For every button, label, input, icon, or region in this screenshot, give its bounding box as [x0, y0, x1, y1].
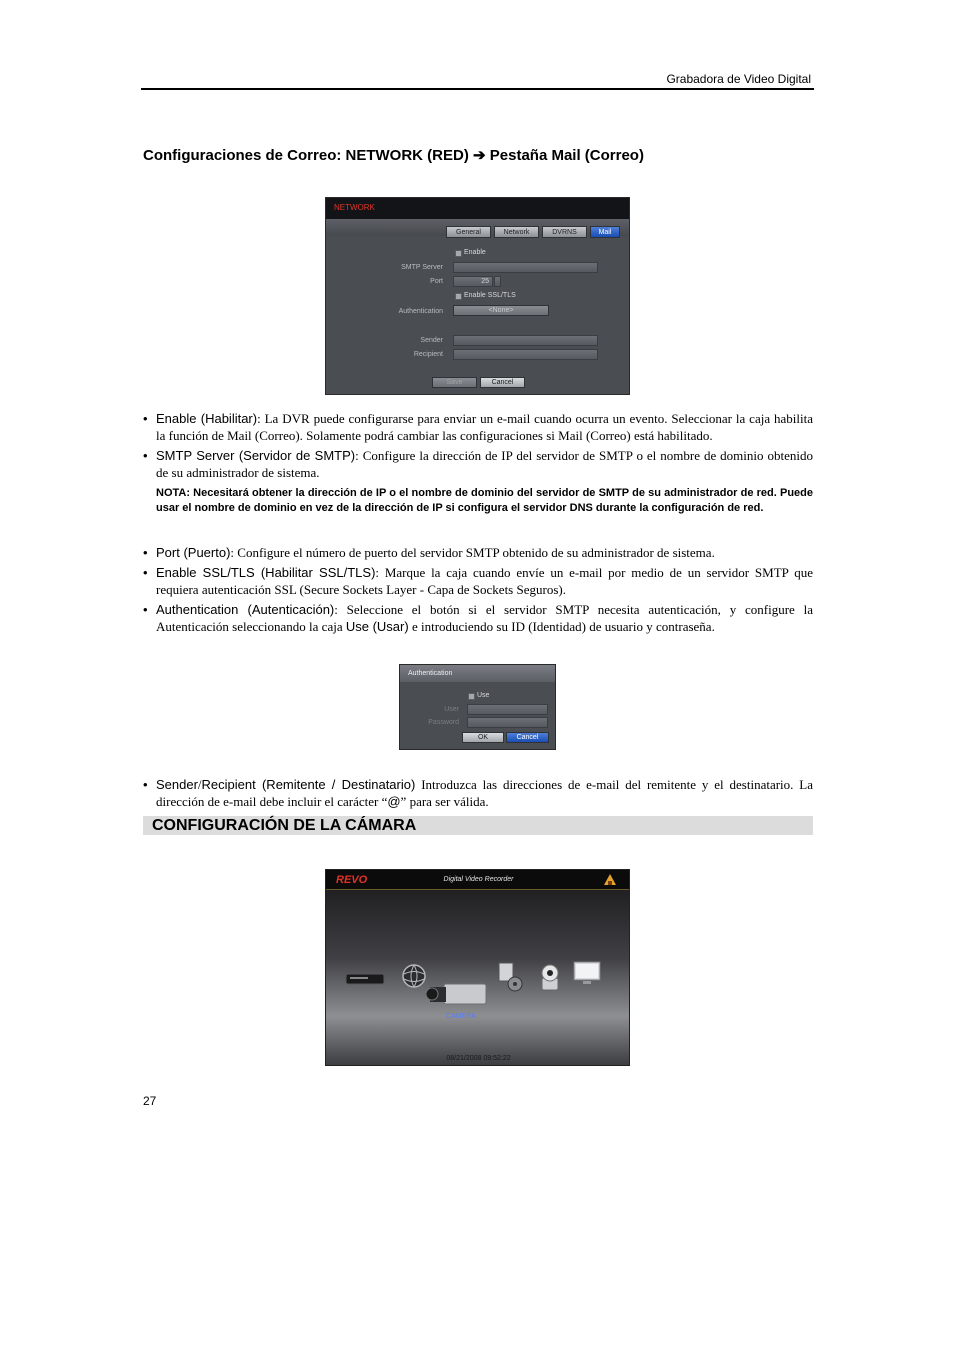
- user-label: User: [444, 706, 459, 713]
- password-field[interactable]: [467, 717, 548, 728]
- network-mail-screenshot: [325, 197, 630, 395]
- auth-text-2: e introduciendo su ID (Identidad) de usuario y contraseña.: [408, 619, 715, 634]
- sender-text-1: Introduzca las direcciones de e-mail del remitente y el destinatario. La dirección de e-mail debe incluir el carácter “: [156, 777, 813, 809]
- bullet-icon: •: [143, 411, 148, 426]
- dialog-cancel-button[interactable]: Cancel: [506, 732, 549, 743]
- dvr-unit-icon[interactable]: [344, 968, 386, 990]
- use-label: Use: [477, 692, 490, 699]
- port-label: Port: [430, 278, 443, 285]
- sender-field[interactable]: [453, 335, 598, 346]
- date-time-readout: 08/21/2008 09:52:22: [446, 1055, 511, 1062]
- port-spinner[interactable]: [494, 276, 501, 287]
- auth-term: Authentication (Autenticación): [156, 602, 335, 617]
- tab-general[interactable]: General: [446, 226, 491, 238]
- section-title-tail: Pestaña Mail (Correo): [489, 147, 644, 164]
- authentication-label: Authentication: [398, 308, 443, 315]
- use-checkbox[interactable]: [468, 693, 475, 700]
- page-number: 27: [143, 1094, 157, 1108]
- section-title-text: Configuraciones de Correo: NETWORK (RED): [143, 147, 469, 164]
- authentication-dialog-screenshot: [399, 664, 556, 750]
- bullet-icon: •: [143, 565, 148, 580]
- sender-label: Sender: [420, 337, 443, 344]
- port-text: : Configure el número de puerto del servidor SMTP obtenido de su administrador de sistema.: [230, 545, 715, 560]
- sender-slash: /: [197, 777, 202, 792]
- recipient-term: Recipient (Remitente / Destinatario): [201, 777, 416, 792]
- monitor-icon[interactable]: [572, 960, 602, 992]
- bullet-icon: •: [143, 602, 148, 617]
- authentication-button[interactable]: <None>: [453, 305, 549, 316]
- smtp-server-label: SMTP Server: [401, 264, 443, 271]
- auth-use-term: Use (Usar): [345, 619, 409, 634]
- window-title: NETWORK: [334, 203, 375, 212]
- bullet-icon: •: [143, 448, 148, 463]
- ssl-checkbox[interactable]: [455, 293, 462, 300]
- revo-logo: REVO: [336, 874, 368, 886]
- right-arrow-icon: ➔: [473, 147, 486, 164]
- running-header: Grabadora de Video Digital: [666, 72, 811, 86]
- list-item-enable: [143, 410, 813, 444]
- save-button[interactable]: Save: [432, 377, 477, 388]
- window-titlebar: [326, 198, 629, 219]
- tab-dvrns[interactable]: DVRNS: [542, 226, 587, 238]
- list-item-smtp: [143, 447, 813, 481]
- list-item-port: [143, 544, 813, 561]
- camera-menu-screenshot: [325, 869, 630, 1066]
- ok-button[interactable]: OK: [462, 732, 504, 743]
- smtp-server-field[interactable]: [453, 262, 598, 273]
- at-symbol: @: [387, 794, 401, 809]
- port-term: Port (Puerto): [156, 545, 231, 560]
- camera-caption: CAMERA: [446, 1013, 476, 1020]
- auth-text-1: : Seleccione el botón si el servidor SMTP necesita autenticación, y configure la Autenticación seleccionando la caja: [156, 602, 813, 634]
- user-field[interactable]: [467, 704, 548, 715]
- brand-emblem-icon: [603, 873, 617, 887]
- recipient-field[interactable]: [453, 349, 598, 360]
- ssl-term: Enable SSL/TLS (Habilitar SSL/TLS): [156, 565, 376, 580]
- dialog-titlebar: [400, 665, 555, 682]
- header-rule: [141, 88, 814, 90]
- enable-label: Enable: [464, 249, 486, 256]
- section-title: [143, 146, 644, 164]
- recipient-label: Recipient: [413, 351, 443, 358]
- camera-icon[interactable]: [424, 978, 490, 1012]
- ssl-text: : Marque la caja cuando envíe un e-mail por medio de un servidor SMTP que requiera autenticación SSL (Secure Sockets Layer - Capa de Sockets Seguros).: [156, 565, 813, 597]
- tab-mail[interactable]: Mail: [590, 226, 620, 238]
- ssl-label: Enable SSL/TLS: [464, 292, 516, 299]
- tab-bar: [446, 226, 620, 238]
- bullet-icon: •: [143, 545, 148, 560]
- list-item-ssl: [143, 564, 813, 598]
- sender-text-2: ” para ser válida.: [400, 794, 489, 809]
- dialog-title: Authentication: [408, 670, 453, 677]
- list-item-sender-recipient: [143, 776, 813, 810]
- smtp-term: SMTP Server (Servidor de SMTP): [156, 448, 356, 463]
- cancel-button[interactable]: Cancel: [480, 377, 525, 388]
- camera-section-heading: CONFIGURACIÓN DE LA CÁMARA: [143, 816, 813, 835]
- bullet-icon: •: [143, 777, 148, 792]
- enable-term: Enable (Habilitar): [156, 411, 258, 426]
- tab-network[interactable]: Network: [494, 226, 539, 238]
- port-field[interactable]: 25: [453, 276, 493, 287]
- list-item-authentication: [143, 601, 813, 635]
- app-title: Digital Video Recorder: [443, 876, 514, 883]
- sender-term: Sender: [156, 777, 198, 792]
- note-text: NOTA: Necesitará obtener la dirección de IP o el nombre de dominio del servidor de SMTP de su administrador de red. Puede usar el nombre de dominio en vez de la dirección de IP si configura el servidor DNS durante la configuración de red.: [156, 487, 813, 514]
- enable-checkbox[interactable]: [455, 250, 462, 257]
- enable-text: : La DVR puede configurarse para enviar un e-mail cuando ocurra un evento. Seleccionar la caja habilita la función de Mail (Correo). Solamente podrá cambiar las configuraciones si Mail (Correo) está habilitado.: [156, 411, 813, 443]
- password-label: Password: [428, 719, 459, 726]
- dome-camera-icon[interactable]: [538, 962, 562, 994]
- smtp-text: : Configure la dirección de IP del servidor de SMTP o el nombre de dominio obtenido de su administrador de sistema.: [156, 448, 813, 480]
- media-settings-icon[interactable]: [496, 960, 526, 994]
